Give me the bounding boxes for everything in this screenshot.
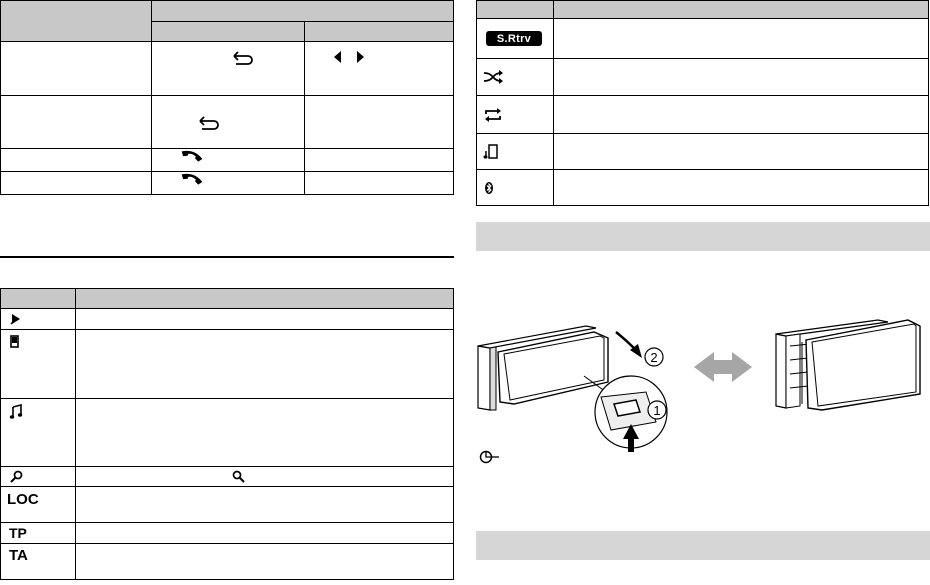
table-cell bbox=[1, 399, 76, 467]
ta-indicator: TA bbox=[9, 547, 28, 564]
speaker-icon bbox=[9, 312, 23, 326]
table-cell bbox=[76, 544, 454, 580]
header-cell bbox=[152, 22, 305, 42]
back-icon bbox=[230, 50, 256, 66]
header-cell bbox=[1, 289, 76, 309]
phone-device-icon bbox=[9, 335, 21, 349]
table-cell bbox=[152, 96, 305, 149]
table-cell bbox=[554, 19, 929, 59]
icon-table bbox=[476, 0, 929, 206]
header-cell bbox=[1, 1, 152, 42]
header-cell bbox=[305, 22, 454, 42]
search-icon bbox=[9, 470, 23, 484]
table-cell bbox=[1, 467, 76, 487]
music-note-icon bbox=[9, 404, 23, 420]
table-cell bbox=[554, 96, 929, 134]
table-cell bbox=[477, 170, 554, 206]
table-cell bbox=[477, 96, 554, 134]
repeat-icon bbox=[483, 107, 503, 123]
table-cell bbox=[305, 172, 454, 195]
bluetooth-icon bbox=[483, 181, 495, 195]
left-right-arrows-icon bbox=[333, 50, 373, 64]
step-number-1: 1 bbox=[653, 403, 661, 418]
section-header-bar bbox=[476, 222, 930, 251]
table-cell bbox=[1, 330, 76, 399]
header-cell bbox=[152, 1, 454, 22]
table-cell bbox=[477, 134, 554, 170]
table-cell bbox=[76, 487, 454, 523]
table-cell bbox=[76, 330, 454, 399]
table-cell bbox=[305, 96, 454, 149]
table-cell bbox=[554, 170, 929, 206]
sound-retriever-badge bbox=[486, 31, 542, 46]
table-cell bbox=[554, 59, 929, 96]
table-cell bbox=[477, 59, 554, 96]
table-cell bbox=[1, 96, 152, 149]
sound-retriever-label: S.Rtrv bbox=[496, 32, 532, 45]
phone-icon bbox=[178, 150, 204, 166]
section-header-bar bbox=[476, 531, 930, 560]
indicator-table bbox=[0, 288, 454, 580]
table-cell bbox=[305, 149, 454, 172]
table-cell bbox=[477, 19, 554, 59]
section-divider bbox=[0, 256, 454, 258]
table-cell bbox=[305, 42, 454, 96]
table-cell bbox=[1, 149, 152, 172]
table-cell bbox=[1, 42, 152, 96]
faceplate-illustration bbox=[476, 312, 930, 458]
back-icon bbox=[196, 115, 222, 131]
note-icon bbox=[478, 449, 500, 465]
table-cell bbox=[76, 523, 454, 544]
phone-icon bbox=[178, 173, 204, 189]
header-cell bbox=[554, 1, 929, 19]
table-cell bbox=[1, 309, 76, 330]
header-cell bbox=[76, 289, 454, 309]
operation-table bbox=[0, 0, 454, 195]
table-cell bbox=[1, 544, 76, 580]
table-cell bbox=[76, 399, 454, 467]
step-number-2: 2 bbox=[650, 350, 658, 365]
header-cell bbox=[477, 1, 554, 19]
tp-indicator: TP bbox=[9, 525, 27, 541]
table-cell bbox=[1, 523, 76, 544]
shuffle-icon bbox=[483, 70, 503, 84]
phone-music-icon bbox=[483, 144, 499, 160]
table-cell bbox=[554, 134, 929, 170]
table-cell bbox=[152, 149, 305, 172]
table-cell bbox=[152, 42, 305, 96]
table-cell bbox=[1, 172, 152, 195]
table-cell bbox=[1, 487, 76, 523]
search-icon bbox=[232, 470, 246, 484]
table-cell bbox=[152, 172, 305, 195]
table-cell bbox=[76, 309, 454, 330]
table-cell bbox=[76, 467, 454, 487]
loc-indicator: LOC bbox=[7, 491, 39, 508]
